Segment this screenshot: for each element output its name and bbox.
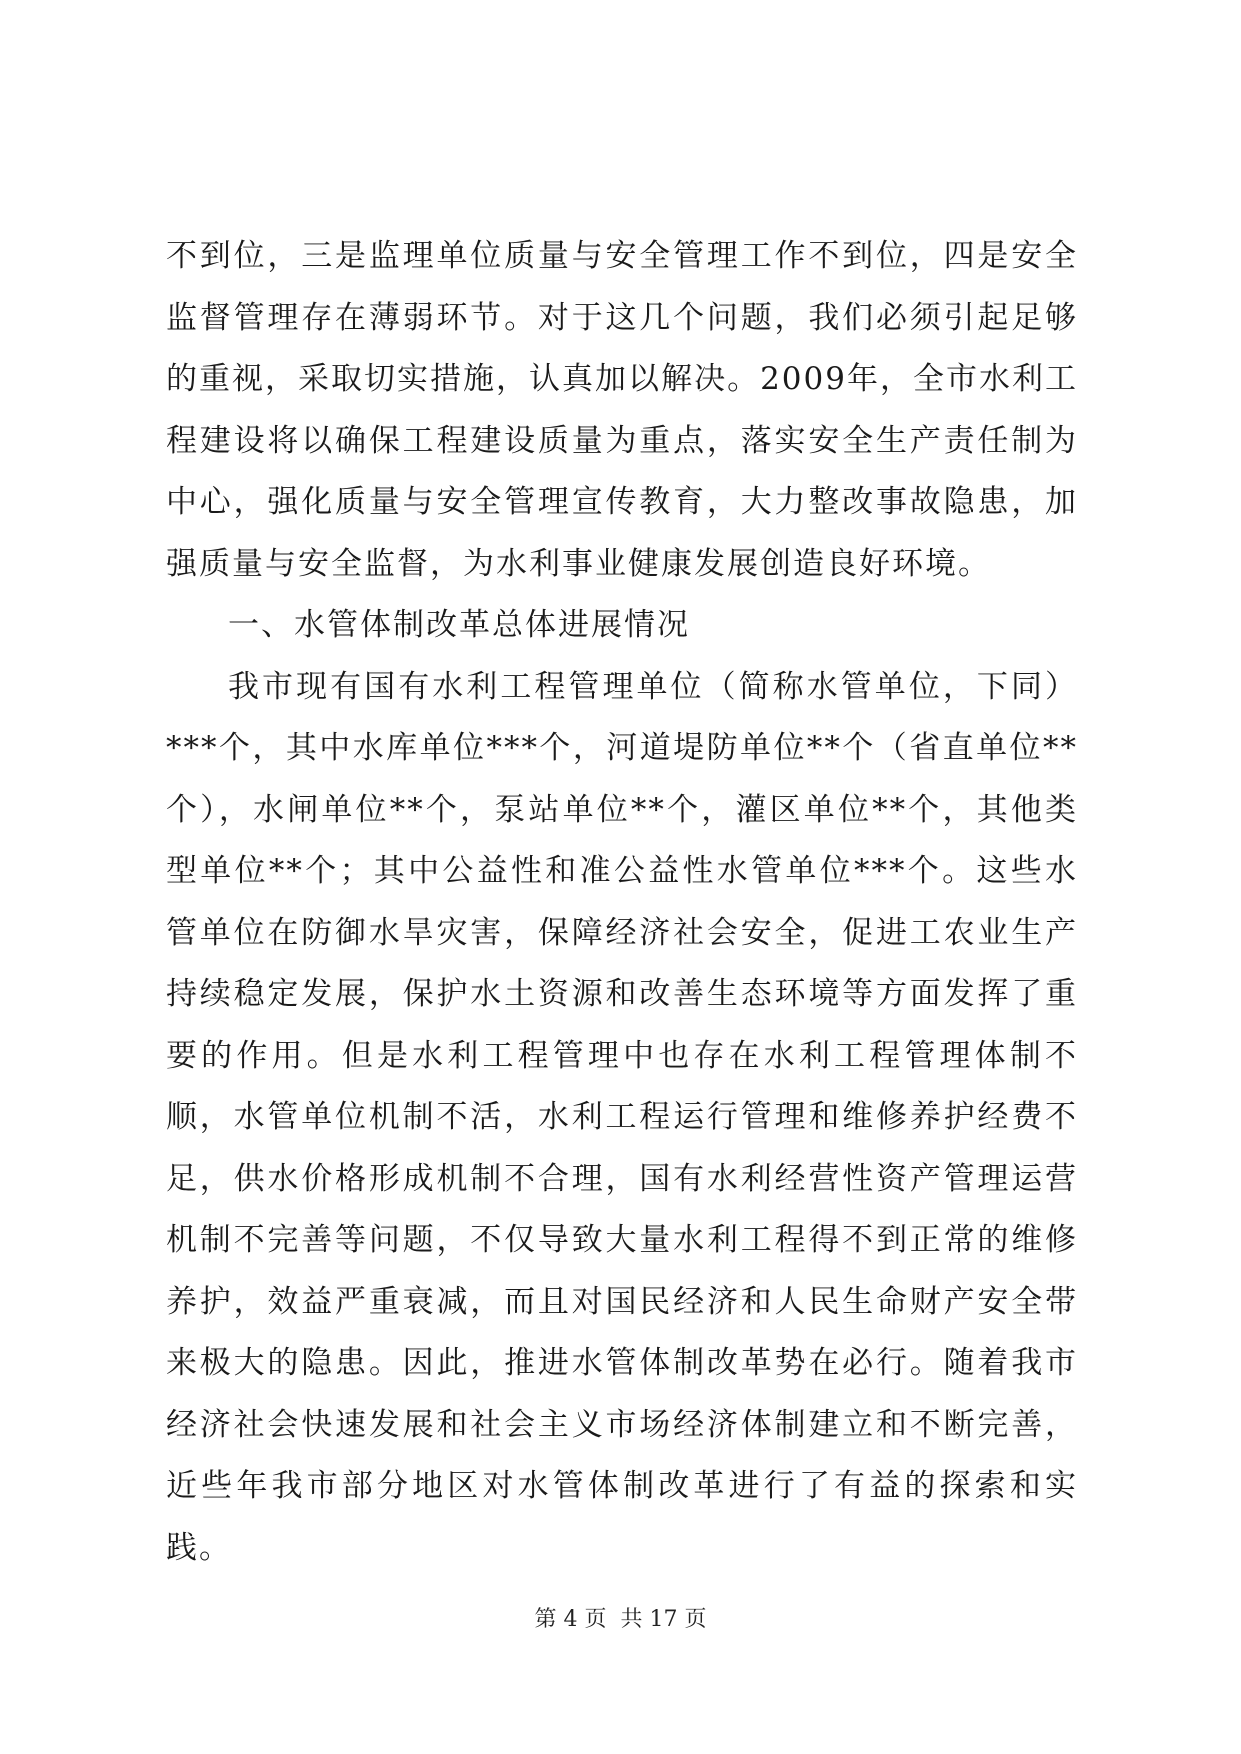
page-number: 第 4 页 共 17 页 xyxy=(534,1607,707,1632)
section-heading: 一、水管体制改革总体进展情况 xyxy=(228,607,690,643)
paragraph-continuation: 不到位，三是监理单位质量与安全管理工作不到位，四是安全监督管理存在薄弱环节。对于这几个问题，我们必须引起足够的重视，采取切实措施，认真加以解决。2009年，全市水利工程建设将以确保工程建设质量为重点，落实安全生产责任制为中心，强化质量与安全管理宣传教育，大力整改事故隐患，加强质量与安全监督，为水利事业健康发展创造良好环境。 xyxy=(166,238,1078,582)
paragraph-body: 我市现有国有水利工程管理单位（简称水管单位，下同）***个，其中水库单位***个，河道堤防单位**个（省直单位**个），水闸单位**个，泵站单位**个，灌区单位**个，其他类型单位**个；其中公益性和准公益性水管单位***个。这些水管单位在防御水旱灾害，保障经济社会安全，促进工农业生产持续稳定发展，保护水土资源和改善生态环境等方面发挥了重要的作用。但是水利工程管理中也存在水利工程管理体制不顺，水管单位机制不活，水利工程运行管理和维修养护经费不足，供水价格形成机制不合理，国有水利经营性资产管理运营机制不完善等问题，不仅导致大量水利工程得不到正常的维修养护，效益严重衰减，而且对国民经济和人民生命财产安全带来极大的隐患。因此，推进水管体制改革势在必行。随着我市经济社会快速发展和社会主义市场经济体制建立和不断完善，近些年我市部分地区对水管体制改革进行了有益的探索和实践。 xyxy=(166,668,1078,1566)
document-body xyxy=(166,226,1078,1579)
page-footer xyxy=(0,1605,1241,1635)
